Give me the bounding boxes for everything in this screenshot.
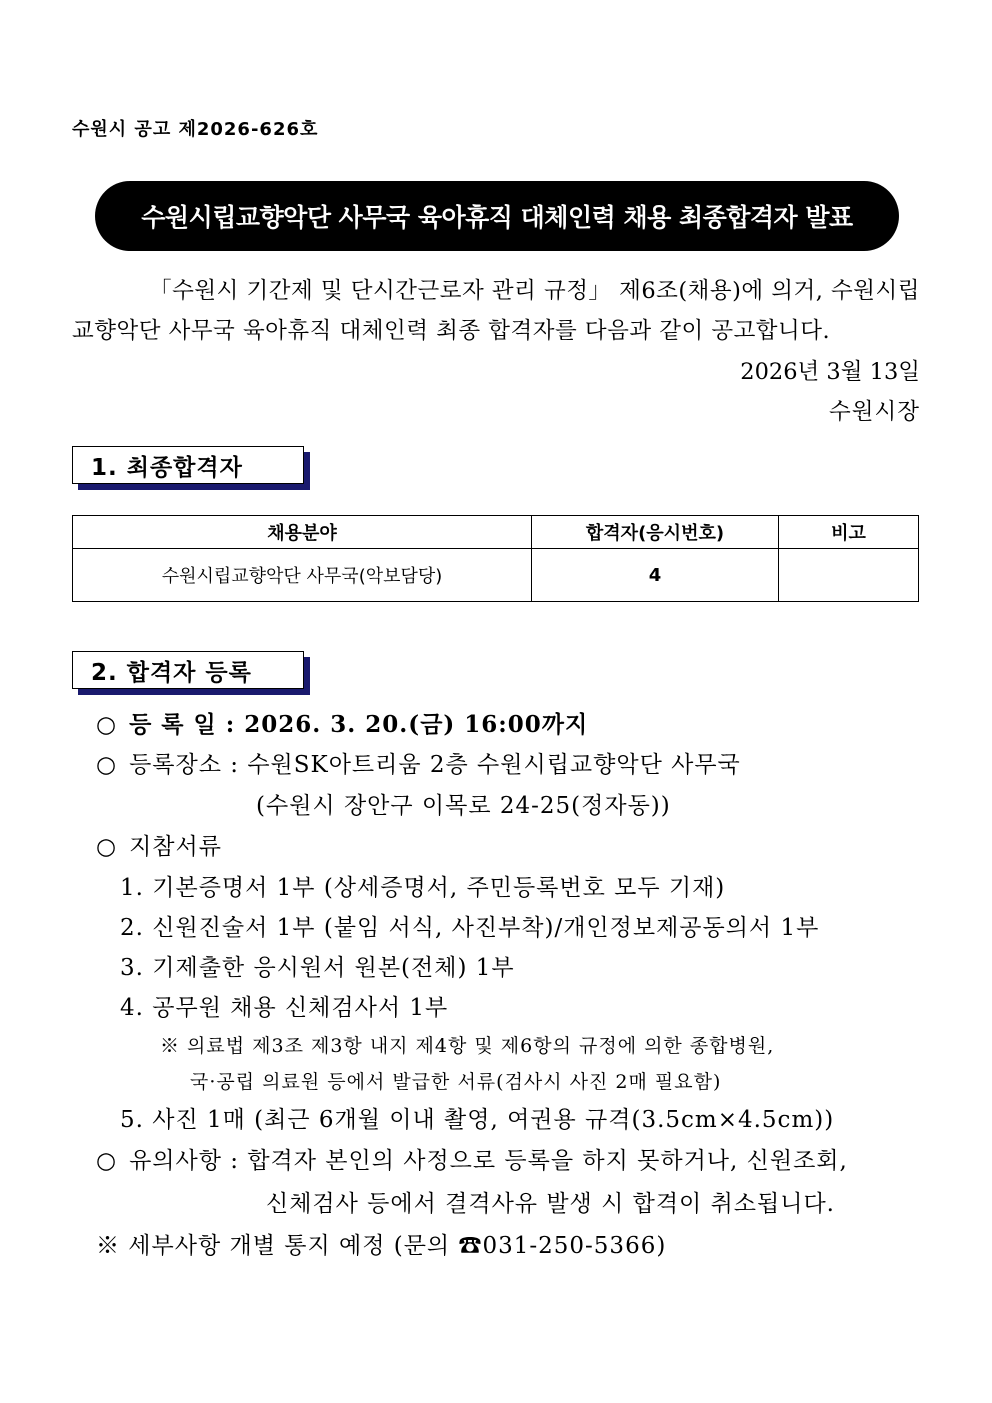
caution-text-2: 신체검사 등에서 결격사유 발생 시 합격이 취소됩니다. <box>266 1191 835 1217</box>
location-line <box>96 746 741 779</box>
intro-line-2: 교향악단 사무국 육아휴직 대체인력 최종 합격자를 다음과 같이 공고합니다. <box>72 318 831 344</box>
title-banner <box>95 181 899 251</box>
circle-bullet-icon: ○ <box>96 1148 118 1174</box>
intro-line-1: 「수원시 기간제 및 단시간근로자 관리 규정」 제6조(채용)에 의거, 수원시립 <box>149 278 920 304</box>
document-item: 2. 신원진술서 1부 (붙임 서식, 사진부착)/개인정보제공동의서 1부 <box>120 915 820 941</box>
documents-label: 지참서류 <box>129 834 222 860</box>
location-address: (수원시 장안구 이목로 24-25(정자동)) <box>256 793 671 819</box>
document-item: 5. 사진 1매 (최근 6개월 이내 촬영, 여권용 규격(3.5cm×4.5cm)) <box>120 1107 835 1133</box>
table-row <box>73 549 919 602</box>
document-item: 4. 공무원 채용 신체검사서 1부 <box>120 995 449 1021</box>
page-title: 수원시립교향악단 사무국 육아휴직 대체인력 채용 최종합격자 발표 <box>141 203 853 232</box>
circle-bullet-icon: ○ <box>96 711 118 738</box>
table-cell <box>779 549 919 602</box>
result-table <box>72 515 919 602</box>
circle-bullet-icon: ○ <box>96 752 118 778</box>
circle-bullet-icon: ○ <box>96 834 118 860</box>
location-text: 등록장소 : 수원SK아트리움 2층 수원시립교향악단 사무국 <box>129 752 741 778</box>
signer: 수원시장 <box>829 399 920 425</box>
notice-number: 수원시 공고 제2026-626호 <box>72 119 319 140</box>
section-2-heading: 2. 합격자 등록 <box>72 651 304 689</box>
table-cell: 수원시립교향악단 사무국(악보담당) <box>73 549 532 602</box>
registration-date-line <box>96 706 588 739</box>
footer-note: ※ 세부사항 개별 통지 예정 (문의 ☎031-250-5366) <box>96 1233 667 1259</box>
table-header: 합격자(응시번호) <box>532 516 779 549</box>
document-item: 1. 기본증명서 1부 (상세증명서, 주민등록번호 모두 기재) <box>120 875 726 901</box>
table-header-row <box>73 516 919 549</box>
caution-text: 유의사항 : 합격자 본인의 사정으로 등록을 하지 못하거나, 신원조회, <box>129 1148 848 1174</box>
table-header: 채용분야 <box>73 516 532 549</box>
document-note-line-1: ※ 의료법 제3조 제3항 내지 제4항 및 제6항의 규정에 의한 종합병원, <box>160 1035 775 1057</box>
documents-heading <box>96 828 222 861</box>
table-header: 비고 <box>779 516 919 549</box>
caution-line <box>96 1142 848 1175</box>
document-note-line-2: 국·공립 의료원 등에서 발급한 서류(검사시 사진 2매 필요함) <box>190 1071 722 1093</box>
registration-date: 등 록 일 : 2026. 3. 20.(금) 16:00까지 <box>129 711 589 738</box>
document-item: 3. 기제출한 응시원서 원본(전체) 1부 <box>120 955 515 981</box>
section-1-heading: 1. 최종합격자 <box>72 446 304 484</box>
table-cell: 4 <box>532 549 779 602</box>
notice-date: 2026년 3월 13일 <box>740 359 920 385</box>
